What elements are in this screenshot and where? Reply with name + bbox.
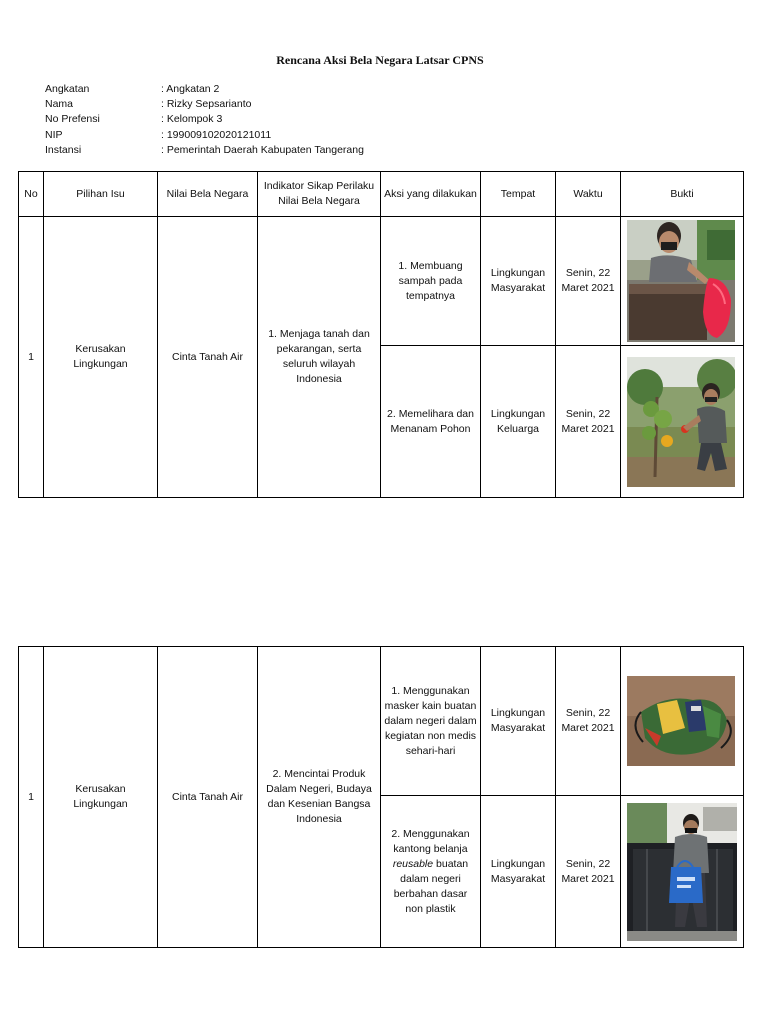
cell-no: 1 [19,647,44,948]
aksi-emphasis: reusable [392,857,434,870]
cell-tempat: Lingkungan Masyarakat [481,217,556,346]
info-row-instansi [45,143,364,158]
cell-tempat: Lingkungan Keluarga [481,346,556,498]
photo-man-planting-tree [627,357,737,487]
cell-nilai: Cinta Tanah Air [158,647,258,948]
header-waktu: Waktu [556,172,621,217]
action-plan-table-2 [18,646,744,948]
photo-man-reusable-bag [627,803,737,941]
cell-isu: Kerusakan Lingkungan [44,647,158,948]
cell-isu: Kerusakan Lingkungan [44,217,158,498]
cell-tempat: Lingkungan Masyarakat [481,796,556,948]
cell-waktu: Senin, 22 Maret 2021 [556,217,621,346]
cell-indikator: 1. Menjaga tanah dan pekarangan, serta seluruh wilayah Indonesia [258,217,381,498]
header-no: No [19,172,44,217]
header-bukti: Bukti [621,172,744,217]
cell-aksi [381,796,481,948]
info-label: NIP [45,128,63,141]
aksi-text: 1. Menggunakan masker kain buatan dalam negeri dalam kegiatan non medis sehari-hari [384,684,477,757]
page-title: Rencana Aksi Bela Negara Latsar CPNS [276,53,484,67]
info-row-prefensi [45,112,364,127]
info-value: : Pemerintah Daerah Kabupaten Tangerang [161,143,364,156]
cell-waktu: Senin, 22 Maret 2021 [556,796,621,948]
cell-nilai: Cinta Tanah Air [158,217,258,498]
cell-bukti [621,647,744,796]
cell-no: 1 [19,217,44,498]
cell-bukti [621,346,744,498]
action-plan-table-1 [18,171,744,498]
cell-waktu: Senin, 22 Maret 2021 [556,647,621,796]
cell-aksi: 2. Memelihara dan Menanam Pohon [381,346,481,498]
info-label: Instansi [45,143,82,156]
table-row [19,217,744,346]
info-label: Angkatan [45,83,90,95]
header-pilihan-isu: Pilihan Isu [44,172,158,217]
info-row-nip [45,128,364,143]
cell-bukti [621,217,744,346]
table-header-row [19,172,744,217]
cell-aksi [381,647,481,796]
cell-waktu: Senin, 22 Maret 2021 [556,346,621,498]
table-row [19,647,744,796]
aksi-text: buatan dalam negeri berbahan dasar non plastik [393,857,469,915]
aksi-text: 2. Menggunakan kantong belanja [391,827,470,855]
header-nilai: Nilai Bela Negara [158,172,258,217]
info-label: Nama [45,98,74,111]
info-row-angkatan [45,82,364,97]
header-tempat: Tempat [481,172,556,217]
info-value: : Angkatan 2 [161,83,220,95]
info-row-nama [45,97,364,112]
photo-cloth-mask [627,676,737,766]
info-value: : Rizky Sepsarianto [161,98,252,111]
header-indikator: Indikator Sikap Perilaku Nilai Bela Negara [258,172,381,217]
photo-man-trash-bin [627,220,737,342]
identity-block [45,82,364,158]
info-value: : Kelompok 3 [161,113,223,126]
cell-aksi: 1. Membuang sampah pada tempatnya [381,217,481,346]
info-value: : 199009102020121011 [161,128,272,141]
header-aksi: Aksi yang dilakukan [381,172,481,217]
cell-indikator: 2. Mencintai Produk Dalam Negeri, Budaya dan Kesenian Bangsa Indonesia [258,647,381,948]
info-label: No Prefensi [45,113,100,126]
cell-tempat: Lingkungan Masyarakat [481,647,556,796]
cell-bukti [621,796,744,948]
